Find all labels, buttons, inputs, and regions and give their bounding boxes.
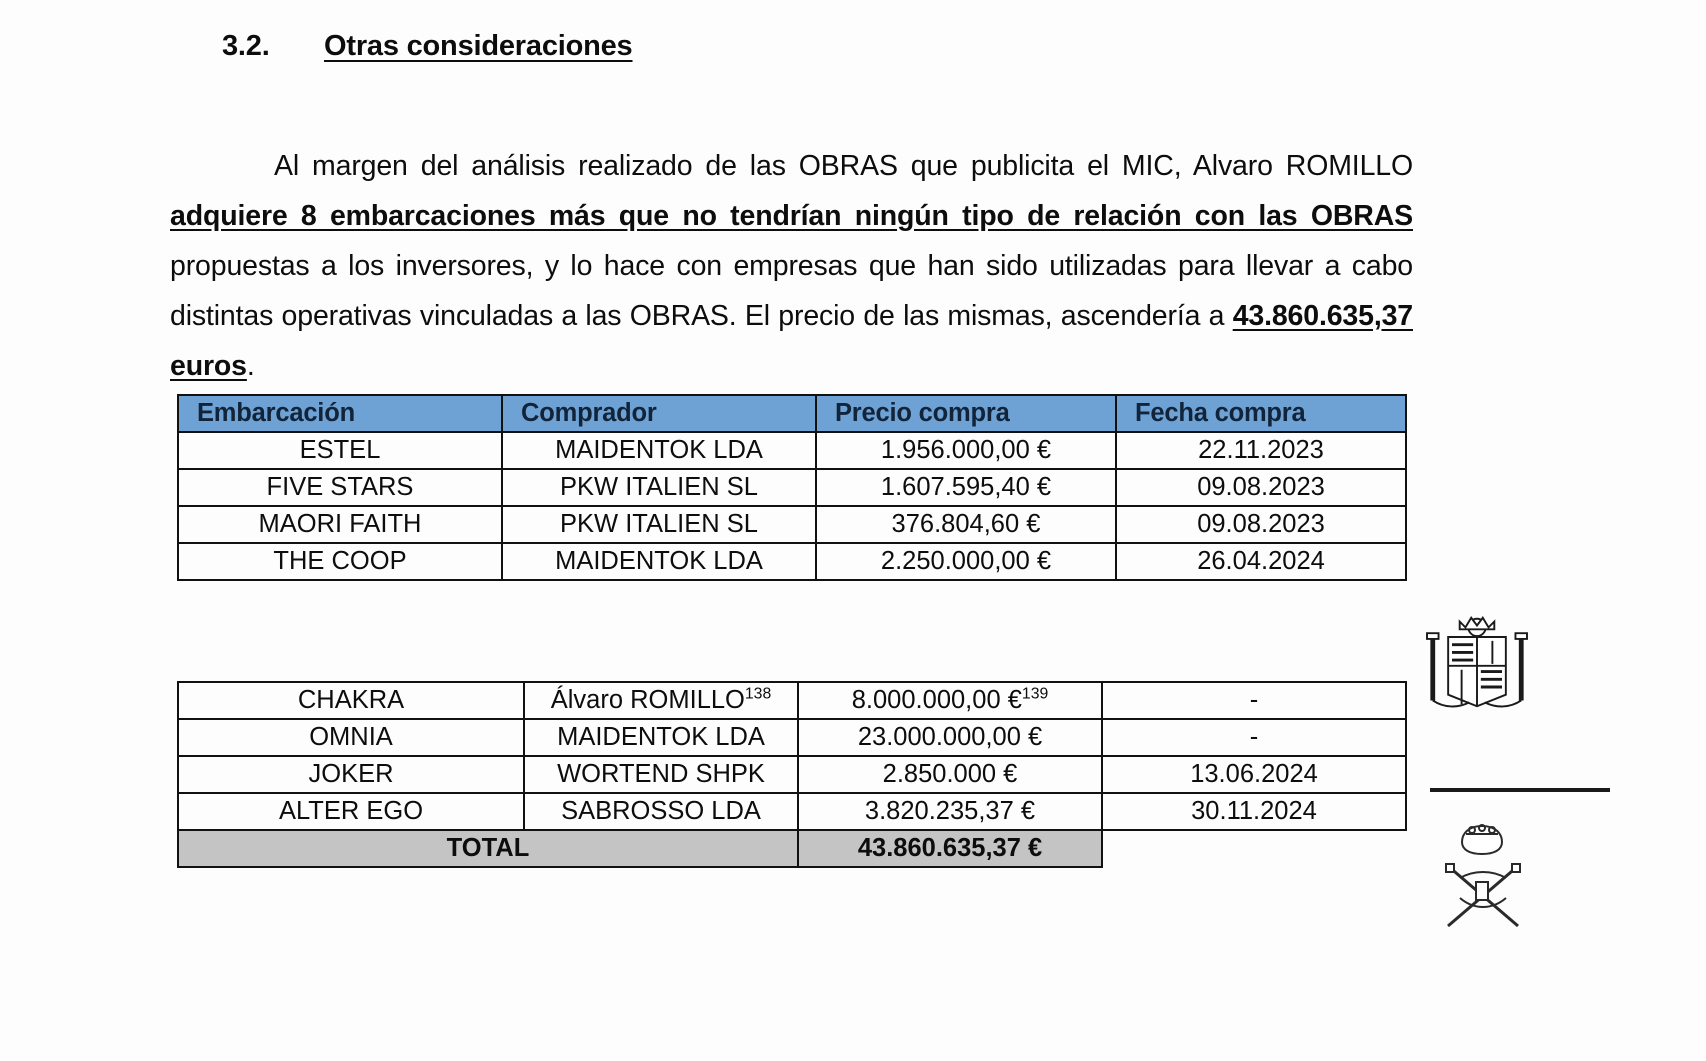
cell-boat: OMNIA bbox=[178, 719, 524, 756]
cell-buyer: MAIDENTOK LDA bbox=[502, 432, 816, 469]
cell-price: 1.956.000,00 € bbox=[816, 432, 1116, 469]
guardia-civil-emblem-icon bbox=[1430, 820, 1534, 932]
boats-table-first bbox=[177, 394, 1407, 581]
column-header-boat: Embarcación bbox=[178, 395, 502, 432]
cell-boat: ALTER EGO bbox=[178, 793, 524, 830]
column-header-date: Fecha compra bbox=[1116, 395, 1406, 432]
paragraph-part-1: Al margen del análisis realizado de las OBRAS que publicita el MIC, Alvaro ROMILLO bbox=[274, 149, 1413, 182]
table-total-row bbox=[178, 830, 1406, 867]
cell-price: 2.250.000,00 € bbox=[816, 543, 1116, 580]
margin-rule bbox=[1430, 788, 1610, 792]
cell-date: 13.06.2024 bbox=[1102, 756, 1406, 793]
cell-date: - bbox=[1102, 682, 1406, 719]
table-row bbox=[178, 506, 1406, 543]
paragraph-part-3: . bbox=[246, 349, 255, 382]
cell-boat: FIVE STARS bbox=[178, 469, 502, 506]
table-row bbox=[178, 719, 1406, 756]
table-row bbox=[178, 543, 1406, 580]
total-value: 43.860.635,37 € bbox=[798, 830, 1102, 867]
cell-date: 09.08.2023 bbox=[1116, 469, 1406, 506]
body-paragraph bbox=[170, 141, 1413, 391]
cell-buyer: PKW ITALIEN SL bbox=[502, 506, 816, 543]
cell-boat: ESTEL bbox=[178, 432, 502, 469]
cell-date: - bbox=[1102, 719, 1406, 756]
cell-date: 26.04.2024 bbox=[1116, 543, 1406, 580]
table-row bbox=[178, 469, 1406, 506]
cell-buyer-text: Álvaro ROMILLO bbox=[550, 686, 745, 714]
paragraph-emphasis-1: adquiere 8 embarcaciones más que no tendrían ningún tipo de relación con las OBRAS bbox=[170, 199, 1413, 232]
cell-buyer: PKW ITALIEN SL bbox=[502, 469, 816, 506]
cell-buyer: WORTEND SHPK bbox=[524, 756, 798, 793]
cell-price: 3.820.235,37 € bbox=[798, 793, 1102, 830]
cell-buyer: MAIDENTOK LDA bbox=[502, 543, 816, 580]
table-row bbox=[178, 682, 1406, 719]
cell-buyer: MAIDENTOK LDA bbox=[524, 719, 798, 756]
total-label: TOTAL bbox=[178, 830, 798, 867]
cell-price: 2.850.000 € bbox=[798, 756, 1102, 793]
cell-boat: JOKER bbox=[178, 756, 524, 793]
paragraph-part-2: propuestas a los inversores, y lo hace con empresas que han sido utilizadas para llevar a cabo distintas operativas vinculadas a las OBRAS. El precio de las mismas, ascendería a bbox=[170, 249, 1413, 332]
cell-price: 376.804,60 € bbox=[816, 506, 1116, 543]
section-heading bbox=[222, 30, 633, 63]
section-title: Otras consideraciones bbox=[324, 30, 633, 62]
cell-price bbox=[798, 682, 1102, 719]
cell-boat: THE COOP bbox=[178, 543, 502, 580]
spanish-coat-of-arms-icon bbox=[1418, 612, 1536, 712]
column-header-buyer: Comprador bbox=[502, 395, 816, 432]
cell-price-text: 8.000.000,00 € bbox=[851, 686, 1022, 714]
table-row bbox=[178, 793, 1406, 830]
table-header-row bbox=[178, 395, 1406, 432]
table-row bbox=[178, 756, 1406, 793]
paragraph-emphasis-amount: 43.860.635,37 euros bbox=[170, 299, 1413, 382]
footnote-marker: 138 bbox=[744, 685, 772, 703]
cell-price: 1.607.595,40 € bbox=[816, 469, 1116, 506]
section-number: 3.2. bbox=[222, 30, 270, 62]
cell-buyer bbox=[524, 682, 798, 719]
boats-table-second bbox=[177, 681, 1407, 868]
cell-date: 22.11.2023 bbox=[1116, 432, 1406, 469]
cell-buyer: SABROSSO LDA bbox=[524, 793, 798, 830]
cell-boat: CHAKRA bbox=[178, 682, 524, 719]
cell-boat: MAORI FAITH bbox=[178, 506, 502, 543]
cell-price: 23.000.000,00 € bbox=[798, 719, 1102, 756]
footnote-marker: 139 bbox=[1021, 685, 1049, 703]
table-row bbox=[178, 432, 1406, 469]
cell-date: 09.08.2023 bbox=[1116, 506, 1406, 543]
total-empty-cell bbox=[1102, 830, 1406, 867]
cell-date: 30.11.2024 bbox=[1102, 793, 1406, 830]
column-header-price: Precio compra bbox=[816, 395, 1116, 432]
